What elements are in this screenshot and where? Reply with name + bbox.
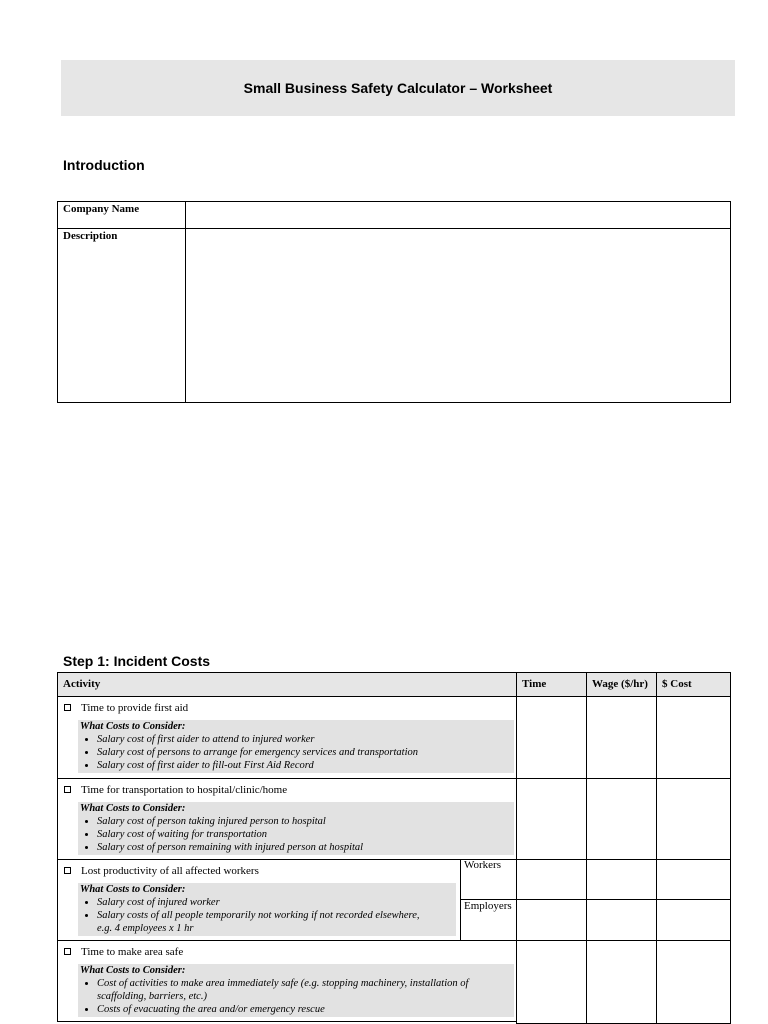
list-item: • Salary cost of persons to arrange for emergency services and transportation <box>97 746 514 759</box>
company-name-field[interactable] <box>186 202 730 228</box>
costs-to-consider-box: What Costs to Consider: • Salary cost of injured worker • Salary costs of all people temporarily not working if not recorded elsewhere, e.g. 4 employees x 1 hr <box>78 883 456 936</box>
cost-input-cell[interactable] <box>656 899 731 941</box>
employers-label-cell <box>460 899 517 941</box>
wage-input-cell[interactable] <box>586 859 657 900</box>
activity-row <box>57 696 517 779</box>
checkbox-icon[interactable] <box>64 786 71 793</box>
time-input-cell[interactable] <box>516 899 587 941</box>
workers-label-cell <box>460 859 517 900</box>
cost-input-cell[interactable] <box>656 778 731 860</box>
wage-input-cell[interactable] <box>586 696 657 779</box>
time-input-cell[interactable] <box>516 778 587 860</box>
checkbox-icon[interactable] <box>64 704 71 711</box>
workers-label: Workers <box>464 859 501 871</box>
introduction-table <box>57 201 731 403</box>
list-item: • Salary cost of person taking injured person to hospital <box>97 815 514 828</box>
company-name-label: Company Name <box>63 203 140 215</box>
description-field[interactable] <box>186 229 730 402</box>
list-item: • Salary cost of person remaining with injured person at hospital <box>97 841 514 854</box>
checkbox-icon[interactable] <box>64 948 71 955</box>
column-header-cost: $ Cost <box>656 672 731 697</box>
incident-costs-table <box>57 672 731 1024</box>
wage-input-cell[interactable] <box>586 899 657 941</box>
introduction-heading: Introduction <box>63 157 145 173</box>
activity-title: Time for transportation to hospital/clinic/home <box>81 784 288 796</box>
worksheet-title-banner <box>61 60 735 116</box>
list-item: • Salary cost of injured worker <box>97 896 456 909</box>
list-item: • Salary cost of waiting for transportation <box>97 828 514 841</box>
time-input-cell[interactable] <box>516 696 587 779</box>
worksheet-title: Small Business Safety Calculator – Worksheet <box>243 80 553 96</box>
step1-heading: Step 1: Incident Costs <box>63 653 211 669</box>
list-item: • Cost of activities to make area immediately safe (e.g. stopping machinery, installation of scaffolding, barriers, etc.) <box>97 977 514 1003</box>
list-item: • Salary cost of first aider to fill-out First Aid Record <box>97 759 514 772</box>
activity-row <box>57 778 517 860</box>
cost-input-cell[interactable] <box>656 859 731 900</box>
costs-to-consider-box: What Costs to Consider: • Salary cost of first aider to attend to injured worker • Salary cost of persons to arrange for emergency services and transportation • Salary cost of first aider to fill-out First Aid Record <box>78 720 514 773</box>
column-header-time: Time <box>516 672 587 697</box>
time-input-cell[interactable] <box>516 859 587 900</box>
time-input-cell[interactable] <box>516 940 587 1024</box>
activity-row <box>57 940 517 1022</box>
costs-to-consider-box: What Costs to Consider: • Salary cost of person taking injured person to hospital • Salary cost of waiting for transportation • Salary cost of person remaining with injured person at hospital <box>78 802 514 855</box>
checkbox-icon[interactable] <box>64 867 71 874</box>
list-item: • Salary costs of all people temporarily not working if not recorded elsewhere, e.g. 4 employees x 1 hr <box>97 909 456 935</box>
cost-input-cell[interactable] <box>656 940 731 1024</box>
column-header-activity: Activity <box>57 672 517 697</box>
activity-title: Time to provide first aid <box>81 702 189 714</box>
description-label: Description <box>63 230 118 242</box>
wage-input-cell[interactable] <box>586 778 657 860</box>
costs-to-consider-box: What Costs to Consider: • Cost of activities to make area immediately safe (e.g. stopping machinery, installation of scaffolding, barriers, etc.) • Costs of evacuating the area and/or emergency rescue <box>78 964 514 1017</box>
activity-title: Lost productivity of all affected workers <box>81 865 259 877</box>
list-item: • Costs of evacuating the area and/or emergency rescue <box>97 1003 514 1016</box>
activity-title: Time to make area safe <box>81 946 184 958</box>
list-item: • Salary cost of first aider to attend to injured worker <box>97 733 514 746</box>
employers-label: Employers <box>464 900 512 912</box>
column-header-wage: Wage ($/hr) <box>586 672 657 697</box>
activity-row <box>57 859 461 941</box>
cost-input-cell[interactable] <box>656 696 731 779</box>
wage-input-cell[interactable] <box>586 940 657 1024</box>
